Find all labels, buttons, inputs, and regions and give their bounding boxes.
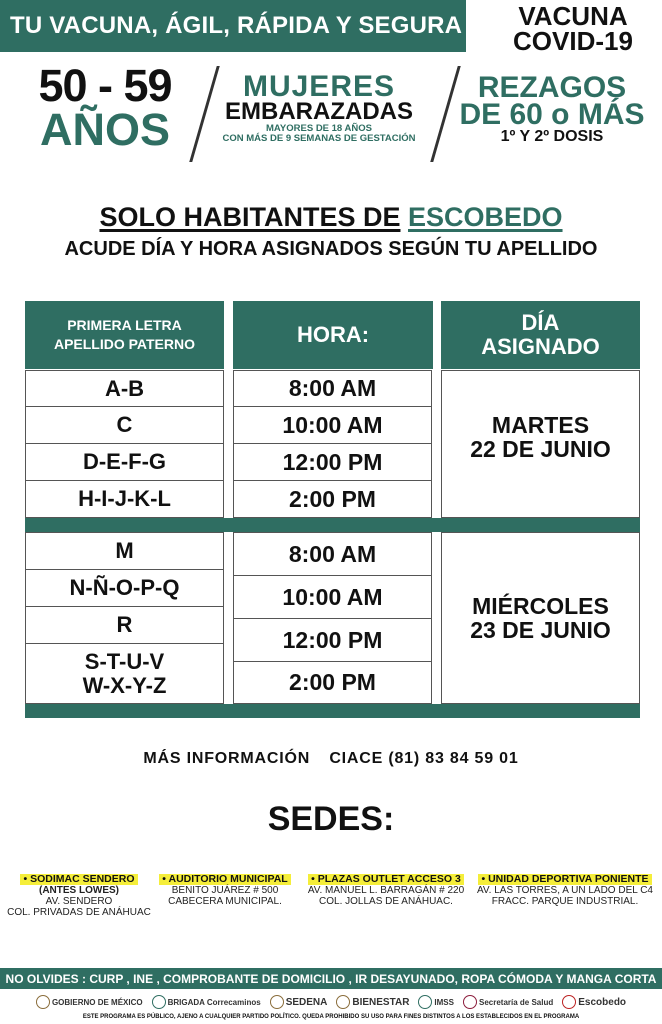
sede-name: • PLAZAS OUTLET ACCESO 3	[308, 874, 464, 885]
day-cell	[441, 370, 640, 518]
header-day	[441, 301, 640, 369]
runner-icon	[152, 995, 166, 1009]
sedes-title: SEDES:	[267, 800, 395, 838]
sede-item	[470, 874, 660, 907]
reminder-text: NO OLVIDES : CURP , INE , COMPROBANTE DE DOMICILIO , IR DESAYUNADO, ROPA CÓMODA Y MANGA CORTA	[5, 971, 657, 986]
letter-cell	[25, 643, 224, 704]
pregnant-group	[214, 70, 424, 144]
hour-cell: 2:00 PM	[233, 661, 432, 704]
letter-cell: R	[25, 606, 224, 644]
hour-cell: 10:00 AM	[233, 575, 432, 619]
sede-address-2: COL. PRIVADAS DE ANÁHUAC	[7, 907, 151, 918]
lagging-line-1: REZAGOS	[477, 71, 627, 104]
sede-address-2: CABECERA MUNICIPAL.	[168, 896, 282, 907]
pregnant-line-2: EMBARAZADAS	[225, 98, 413, 125]
letter-line-2: W-X-Y-Z	[82, 672, 167, 698]
hour-cell: 10:00 AM	[233, 406, 432, 444]
hour-cell: 12:00 PM	[233, 443, 432, 481]
letter-cell: N-Ñ-O-P-Q	[25, 569, 224, 607]
letter-line-1: S-T-U-V	[84, 648, 165, 674]
day-line-2: 23 DE JUNIO	[470, 617, 611, 643]
pregnant-note-2: CON MÁS DE 9 SEMANAS DE GESTACIÓN	[222, 133, 416, 144]
letter-cell: H-I-J-K-L	[25, 480, 224, 518]
table-bottom-bar	[25, 704, 640, 718]
pregnant-line-1: MUJERES	[242, 70, 396, 103]
hour-cell: 8:00 AM	[233, 370, 432, 407]
imss-logo: IMSS	[418, 995, 454, 1009]
day-line-1: MARTES	[491, 412, 590, 438]
letter-cell: A-B	[25, 370, 224, 407]
banner-text: TU VACUNA, ÁGIL, RÁPIDA Y SEGURA	[10, 12, 463, 39]
logo-strip	[0, 990, 662, 1014]
contact-phone: CIACE (81) 83 84 59 01	[329, 750, 519, 767]
age-group	[10, 60, 200, 155]
header-hour: HORA:	[233, 301, 433, 369]
age-range: 50 - 59	[38, 60, 172, 111]
more-info-label: MÁS INFORMACIÓN	[143, 750, 311, 767]
header-day-line-1: DÍA	[521, 310, 560, 335]
sede-name: • AUDITORIO MUNICIPAL	[159, 874, 290, 885]
coat-of-arms-icon	[562, 995, 576, 1009]
reminder-bar	[0, 968, 662, 989]
page-title	[0, 202, 662, 233]
salud-logo: Secretaría de Salud	[463, 995, 553, 1009]
disclaimer: ESTE PROGRAMA ES PÚBLICO, AJENO A CUALQUIER PARTIDO POLÍTICO. QUEDA PROHIBIDO SU USO PARA FINES DISTINTOS A LOS ESTABLECIDOS EN EL PROGRAMA	[82, 1014, 580, 1020]
more-info	[0, 750, 662, 768]
seal-icon	[336, 995, 350, 1009]
sede-name-2: (ANTES LOWES)	[39, 885, 119, 896]
letter-cell: C	[25, 406, 224, 444]
header-day-line-2: ASIGNADO	[481, 334, 600, 359]
sede-item	[6, 874, 152, 918]
header-letter	[25, 301, 224, 369]
top-banner	[0, 0, 466, 52]
age-unit: AÑOS	[39, 104, 170, 155]
letter-cell: M	[25, 532, 224, 570]
lagging-group	[452, 71, 652, 146]
sede-address-2: COL. JOLLAS DE ANÁHUAC.	[319, 896, 453, 907]
block-separator	[25, 518, 640, 532]
campaign-line-2: COVID-19	[513, 26, 633, 56]
day-cell	[441, 532, 640, 704]
seal-icon	[463, 995, 477, 1009]
sede-item	[152, 874, 298, 907]
title-part-1: SOLO HABITANTES DE	[99, 202, 401, 232]
title-part-2: ESCOBEDO	[408, 202, 563, 232]
sede-address-1: AV. MANUEL L. BARRAGÁN # 220	[307, 885, 465, 896]
lagging-line-2: DE 60 o MÁS	[459, 98, 645, 131]
sedena-logo: SEDENA	[270, 995, 328, 1009]
bienestar-logo: BIENESTAR	[336, 995, 409, 1009]
day-line-1: MIÉRCOLES	[472, 593, 609, 619]
gobierno-mexico-logo: GOBIERNO DE MÉXICO	[36, 995, 143, 1009]
shield-icon	[270, 995, 284, 1009]
hour-cell: 12:00 PM	[233, 618, 432, 662]
page-subtitle: ACUDE DÍA Y HORA ASIGNADOS SEGÚN TU APELLIDO	[64, 238, 598, 260]
sede-address-1: AV. SENDERO	[45, 896, 113, 907]
hour-cell: 2:00 PM	[233, 480, 432, 518]
eagle-icon	[418, 995, 432, 1009]
pregnant-note-1: MAYORES DE 18 AÑOS	[266, 123, 372, 134]
day-line-2: 22 DE JUNIO	[470, 436, 611, 462]
sede-name: • UNIDAD DEPORTIVA PONIENTE	[478, 874, 651, 885]
sede-address-1: BENITO JUÁREZ # 500	[171, 885, 279, 896]
sede-name: • SODIMAC SENDERO	[20, 874, 137, 885]
header-letter-line-1: PRIMERA LETRA	[67, 317, 182, 333]
escobedo-logo: Escobedo	[562, 995, 626, 1009]
letter-cell: D-E-F-G	[25, 443, 224, 481]
campaign-title	[490, 1, 656, 56]
campaign-line-1: VACUNA	[518, 1, 628, 31]
seal-icon	[36, 995, 50, 1009]
sede-item	[302, 874, 470, 907]
hour-cell: 8:00 AM	[233, 532, 432, 576]
sede-address-2: FRACC. PARQUE INDUSTRIAL.	[491, 896, 639, 907]
brigada-logo: BRIGADA Correcaminos	[152, 995, 261, 1009]
header-letter-line-2: APELLIDO PATERNO	[53, 336, 196, 352]
sede-address-1: AV. LAS TORRES, A UN LADO DEL C4	[476, 885, 653, 896]
lagging-doses: 1º Y 2º DOSIS	[500, 128, 604, 145]
